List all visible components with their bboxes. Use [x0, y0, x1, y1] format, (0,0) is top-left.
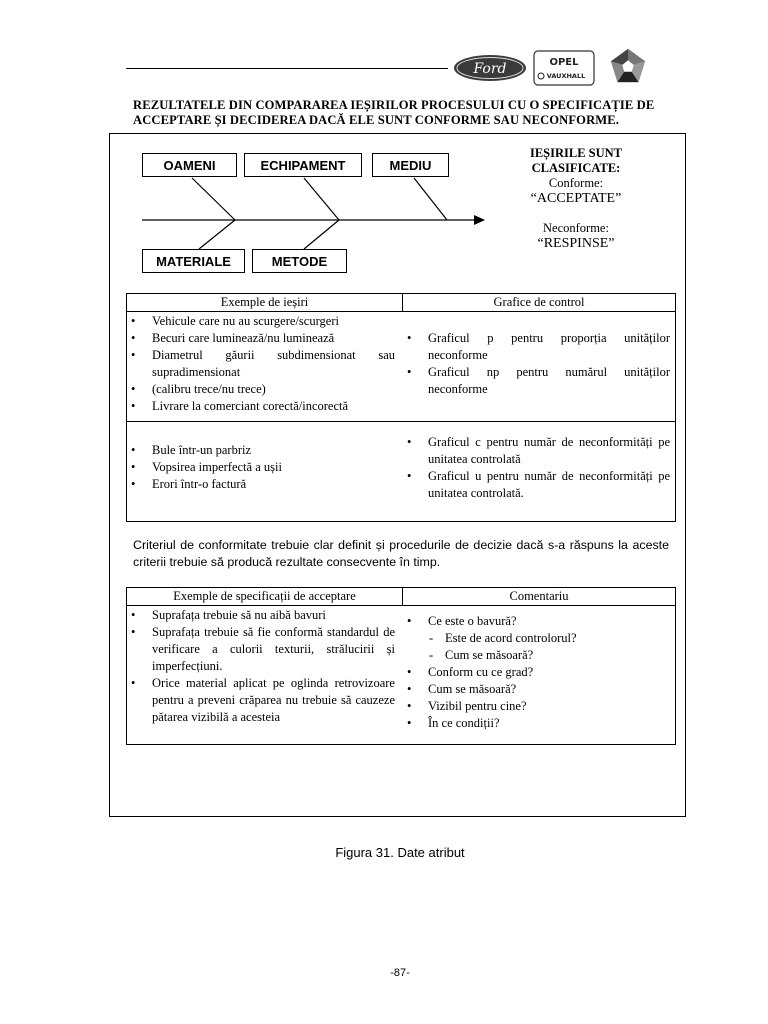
category-materiale: MATERIALE	[142, 249, 245, 273]
list-item: • Livrare la comerciant corectă/incorectă	[127, 398, 395, 415]
table1-row1-examples	[127, 313, 395, 415]
bone-metode	[304, 220, 339, 249]
section-title: REZULTATELE DIN COMPARAREA IEȘIRILOR PROCESULUI CU O SPECIFICAȚIE DE ACCEPTARE ȘI DECIDEREA DACĂ ELE SUNT CONFORME SAU NECONFORME.	[133, 98, 655, 127]
list-item: • Suprafața trebuie să fie conformă standardul de verificare a culorii texturii, strălucirii și imperfecțiuni.	[127, 624, 395, 675]
outputs-classification	[496, 146, 656, 251]
outputs-title-line1: IEȘIRILE SUNT	[529, 146, 623, 160]
list-item: • Erori într-o factură	[127, 476, 395, 493]
header-rule	[126, 68, 448, 69]
list-item: • Bule într-un parbriz	[127, 442, 395, 459]
table1-header-charts: Grafice de control	[493, 295, 585, 309]
list-item: • Graficul p pentru proporția unităților neconforme	[403, 330, 670, 364]
list-item: • Graficul np pentru numărul unităților neconforme	[403, 364, 670, 398]
list-item: • Becuri care luminează/nu luminează	[127, 330, 395, 347]
list-item: • Vehicule care nu au scurgere/scurgeri	[127, 313, 395, 330]
list-item: • Graficul u pentru număr de neconformități pe unitatea controlată.	[403, 468, 670, 502]
vauxhall-logo-text: VAUXHALL	[546, 72, 586, 80]
conformity-criterion-paragraph: Criteriul de conformitate trebuie clar definit și procedurile de decizie dacă s-a răspuns la aceste criterii trebuie să producă rezultate consecvente în timp.	[133, 538, 669, 569]
list-item: • Suprafața trebuie să nu aibă bavuri	[127, 607, 395, 624]
ford-logo	[452, 53, 528, 83]
bone-echipament	[304, 178, 339, 220]
outputs-title-line2: CLASIFICATE:	[531, 161, 621, 175]
category-mediu: MEDIU	[372, 153, 449, 177]
table2-comments	[403, 613, 670, 732]
list-item: • Graficul c pentru număr de neconformități pe unitatea controlată	[403, 434, 670, 468]
category-metode: METODE	[252, 249, 347, 273]
figure-caption: Figura 31. Date atribut	[335, 845, 465, 860]
ford-logo-text: Ford	[473, 61, 507, 77]
category-oameni: OAMENI	[142, 153, 237, 177]
conforme-value: “ACCEPTATE”	[530, 191, 622, 206]
opel-logo-text: OPEL	[549, 57, 579, 68]
list-subitem: - Este de acord controlorul?	[403, 630, 670, 647]
list-item: • Vizibil pentru cine?	[403, 698, 670, 715]
list-item: • Cum se măsoară?	[403, 681, 670, 698]
acceptance-spec-table	[126, 587, 676, 745]
table2-specs	[127, 607, 395, 726]
outputs-control-charts-table	[126, 293, 676, 522]
table1-header-examples: Exemple de ieșiri	[220, 295, 309, 309]
arrow-head-icon	[474, 215, 485, 225]
category-echipament: ECHIPAMENT	[244, 153, 362, 177]
list-subitem: - Cum se măsoară?	[403, 647, 670, 664]
table1-row2-charts	[403, 434, 670, 502]
table1-row1-charts	[403, 330, 670, 398]
list-item: • Diametrul găurii subdimensionat sau supradimensionat	[127, 347, 395, 381]
list-item: • Conform cu ce grad?	[403, 664, 670, 681]
neconforme-value: “RESPINSE”	[537, 236, 615, 251]
table1-row2-examples	[127, 442, 395, 493]
table2-header-comment: Comentariu	[509, 589, 569, 603]
bone-mediu	[414, 178, 447, 220]
page-number: -87-	[390, 967, 410, 979]
bone-oameni	[192, 178, 235, 220]
table2-header-specs: Exemple de specificații de acceptare	[173, 589, 356, 603]
list-item: • Vopsirea imperfectă a ușii	[127, 459, 395, 476]
list-item: • (calibru trece/nu trece)	[127, 381, 395, 398]
bone-materiale	[199, 220, 235, 249]
opel-vauxhall-logo	[533, 50, 595, 86]
list-item: • În ce condiții?	[403, 715, 670, 732]
list-item: • Orice material aplicat pe oglinda retrovizoare pentru a preveni crăparea nu trebuie să cauzeze pătarea vizibilă a acesteia	[127, 675, 395, 726]
conforme-label: Conforme:	[548, 176, 604, 190]
chrysler-pentastar-logo	[609, 46, 647, 86]
neconforme-label: Neconforme:	[543, 221, 609, 235]
list-item: • Ce este o bavură?	[403, 613, 670, 630]
